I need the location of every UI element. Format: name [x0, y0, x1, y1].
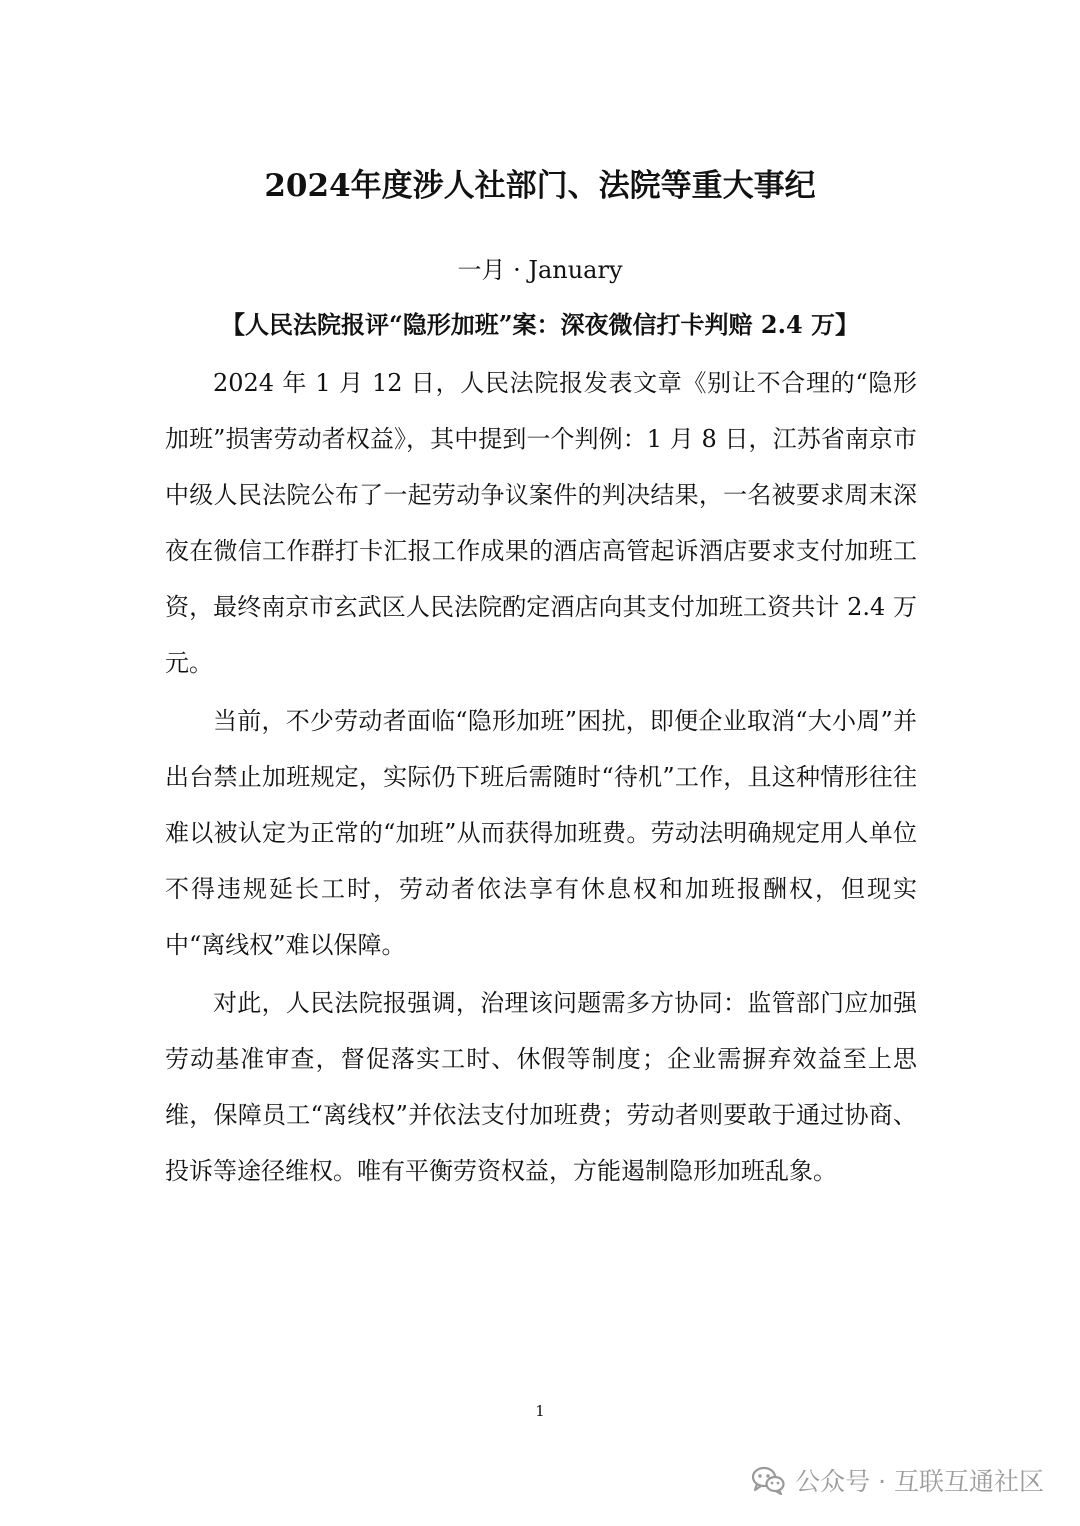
watermark-text: 公众号 · 互联互通社区 — [795, 1467, 1044, 1496]
wechat-icon — [751, 1465, 785, 1495]
body-paragraph-1: 2024 年 1 月 12 日，人民法院报发表文章《别让不合理的“隐形加班”损害劳动者权益》，其中提到一个判例：1 月 8 日，江苏省南京市中级人民法院公布了一起劳动争议案件的判决结果，一名被要求周末深夜在微信工作群打卡汇报工作成果的酒店高管起诉酒店要求支付加班工资，最终南京市玄武区人民法院酌定酒店向其支付加班工资共计 2.4 万元。 — [165, 369, 917, 677]
section-heading: 【人民法院报评“隐形加班”案：深夜微信打卡判赔 2.4 万】 — [220, 310, 860, 339]
month-heading: 一月 · January — [457, 256, 623, 284]
document-title: 2024年度涉人社部门、法院等重大事纪 — [264, 168, 816, 204]
page-number: 1 — [535, 1402, 545, 1420]
body-paragraph-3: 对此，人民法院报强调，治理该问题需多方协同：监管部门应加强劳动基准审查，督促落实工时、休假等制度；企业需摒弃效益至上思维，保障员工“离线权”并依法支付加班费；劳动者则要敢于通过协商、投诉等途径维权。唯有平衡劳资权益，方能遏制隐形加班乱象。 — [165, 989, 917, 1185]
watermark — [751, 1460, 1044, 1500]
body-paragraph-2: 当前，不少劳动者面临“隐形加班”困扰，即便企业取消“大小周”并出台禁止加班规定，实际仍下班后需随时“待机”工作，且这种情形往往难以被认定为正常的“加班”从而获得加班费。劳动法明确规定用人单位不得违规延长工时，劳动者依法享有休息权和加班报酬权，但现实中“离线权”难以保障。 — [165, 707, 917, 959]
